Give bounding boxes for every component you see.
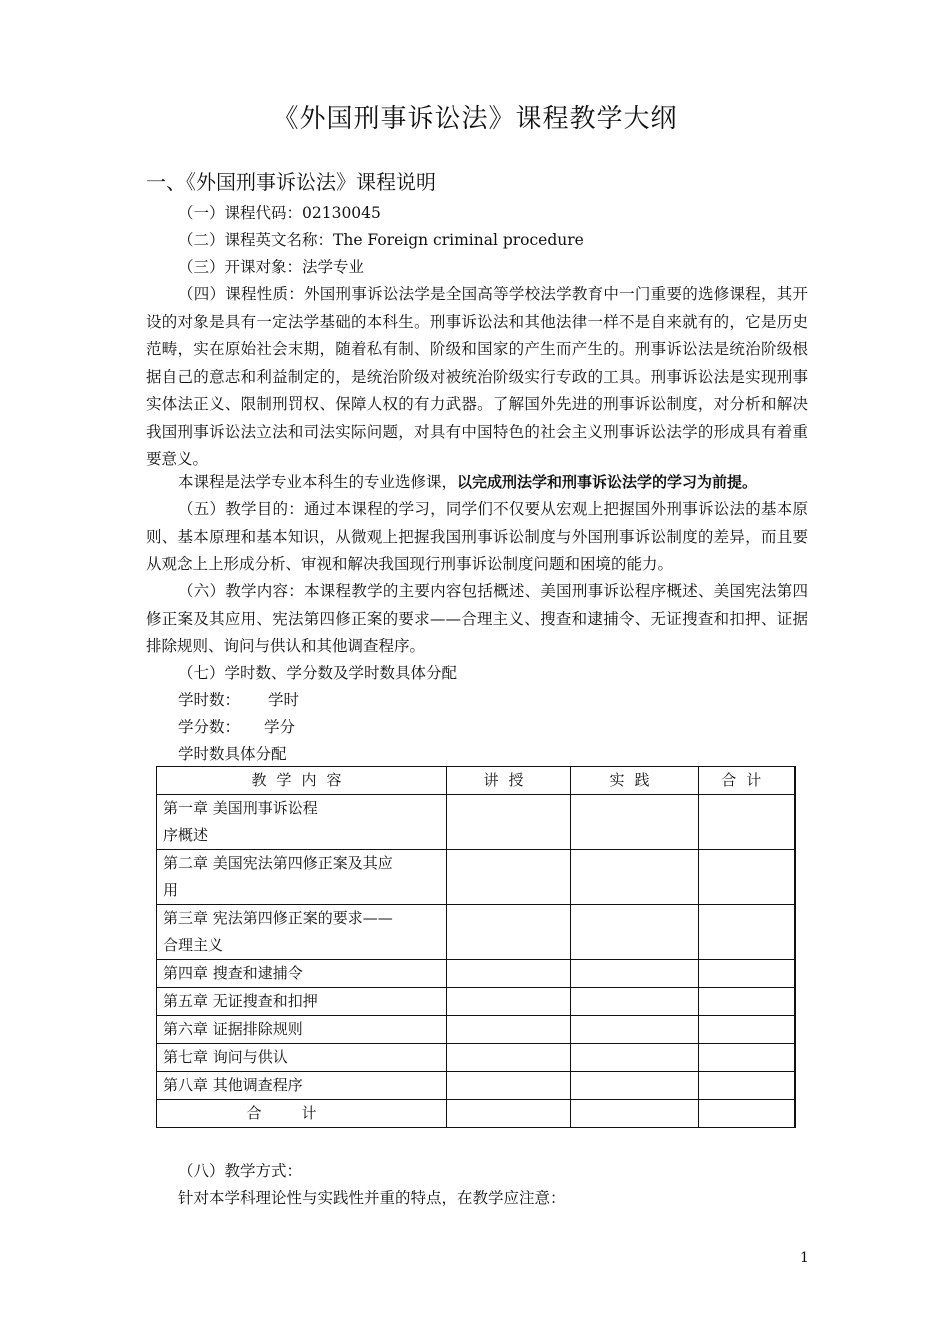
lecture-cell: [447, 1100, 571, 1128]
teaching-method-heading: （八）教学方式：: [178, 1162, 303, 1180]
total-cell: [699, 960, 795, 988]
chapter-line: 合理主义: [163, 936, 224, 954]
practice-cell: [571, 850, 699, 905]
chapter-cell: 第五章 无证搜查和扣押: [157, 988, 447, 1016]
lecture-cell: [447, 795, 571, 850]
page-title: 《外国刑事诉讼法》课程教学大纲: [272, 104, 678, 134]
credits-line: [178, 714, 295, 741]
chapter-cell: 第七章 询问与供认: [157, 1044, 447, 1072]
teaching-content-paragraph: （六）教学内容：本课程教学的主要内容包括概述、美国刑事诉讼程序概述、美国宪法第四修正案及其应用、宪法第四修正案的要求——合理主义、搜查和逮捕令、无证搜查和扣押、证据排除规则、询问与供认和其他调查程序。: [146, 582, 808, 655]
table-total-row: [157, 1100, 795, 1128]
chapter-line: 第三章 宪法第四修正案的要求——: [163, 909, 393, 927]
lecture-cell: [447, 850, 571, 905]
credits-unit: 学分: [264, 718, 296, 736]
total-cell: [699, 905, 795, 960]
prerequisite-text: 本课程是法学专业本科生的专业选修课，: [178, 473, 458, 491]
total-cell: [699, 1072, 795, 1100]
table-row: [157, 988, 795, 1016]
prerequisite-bold-text: 以完成刑法学和刑事诉讼法学的学习为前提。: [457, 473, 758, 491]
course-english-name: （二）课程英文名称：The Foreign criminal procedure: [178, 231, 584, 249]
table-row: [157, 850, 795, 905]
practice-cell: [571, 1044, 699, 1072]
course-audience: （三）开课对象：法学专业: [178, 258, 365, 276]
lecture-cell: [447, 1016, 571, 1044]
chapter-line: 序概述: [163, 826, 209, 844]
chapter-cell: [157, 795, 447, 850]
lecture-cell: [447, 1044, 571, 1072]
total-cell: [699, 1044, 795, 1072]
table-row: [157, 1044, 795, 1072]
lecture-cell: [447, 988, 571, 1016]
allocation-label: 学时数具体分配: [178, 745, 287, 763]
table-row: [157, 795, 795, 850]
table-row: [157, 960, 795, 988]
lecture-cell: [447, 905, 571, 960]
table-row: [157, 1072, 795, 1100]
chapter-cell: [157, 850, 447, 905]
hours-line: [178, 687, 299, 714]
hours-label: 学时数：: [178, 691, 241, 709]
chapter-cell: 第八章 其他调查程序: [157, 1072, 447, 1100]
chapter-line: 第一章 美国刑事诉讼程: [163, 799, 318, 817]
hours-heading: （七）学时数、学分数及学时数具体分配: [178, 664, 458, 682]
practice-cell: [571, 795, 699, 850]
header-content: 教学内容: [157, 767, 447, 795]
total-cell: [699, 795, 795, 850]
total-cell: [699, 1016, 795, 1044]
teaching-goal-paragraph: （五）教学目的：通过本课程的学习，同学们不仅要从宏观上把握国外刑事诉讼法的基本原则、基本原理和基本知识，从微观上把握我国刑事诉讼制度与外国刑事诉讼制度的差异，而且要从观念上上形成分析、审视和解决我国现行刑事诉讼制度问题和困境的能力。: [146, 500, 808, 573]
total-cell: [699, 1100, 795, 1128]
header-total: 合计: [699, 767, 795, 795]
prerequisite-paragraph: [146, 469, 808, 497]
chapter-cell: 第六章 证据排除规则: [157, 1016, 447, 1044]
total-cell: [699, 850, 795, 905]
practice-cell: [571, 988, 699, 1016]
chapter-cell: [157, 905, 447, 960]
total-cell: [699, 988, 795, 1016]
practice-cell: [571, 1100, 699, 1128]
chapter-line: 第二章 美国宪法第四修正案及其应: [163, 854, 393, 872]
course-code: （一）课程代码：02130045: [178, 204, 381, 222]
practice-cell: [571, 1016, 699, 1044]
chapter-line: 用: [163, 881, 179, 899]
hours-allocation-table: [156, 766, 796, 1128]
credits-label: 学分数：: [178, 718, 241, 736]
table-header-row: [157, 767, 795, 795]
lecture-cell: [447, 1072, 571, 1100]
header-lecture: 讲授: [447, 767, 571, 795]
hours-unit: 学时: [268, 691, 300, 709]
lecture-cell: [447, 960, 571, 988]
teaching-method-intro: 针对本学科理论性与实践性并重的特点，在教学应注意：: [178, 1189, 566, 1207]
practice-cell: [571, 1072, 699, 1100]
chapter-cell: 第四章 搜查和逮捕令: [157, 960, 447, 988]
header-practice: 实践: [571, 767, 699, 795]
table-row: [157, 1016, 795, 1044]
section-heading: 一、《外国刑事诉讼法》课程说明: [146, 170, 436, 194]
table-row: [157, 905, 795, 960]
course-nature-paragraph: （四）课程性质：外国刑事诉讼法学是全国高等学校法学教育中一门重要的选修课程，其开设的对象是具有一定法学基础的本科生。刑事诉讼法和其他法律一样不是自来就有的，它是历史范畴，实在原始社会末期，随着私有制、阶级和国家的产生而产生的。刑事诉讼法是统治阶级根据自己的意志和利益制定的，是统治阶级对被统治阶级实行专政的工具。刑事诉讼法是实现刑事实体法正义、限制刑罚权、保障人权的有力武器。了解国外先进的刑事诉讼制度，对分析和解决我国刑事诉讼法立法和司法实际问题，对具有中国特色的社会主义刑事诉讼法学的形成具有着重要意义。: [146, 285, 808, 468]
practice-cell: [571, 905, 699, 960]
page-number: 1: [800, 1250, 809, 1266]
practice-cell: [571, 960, 699, 988]
total-label: 合计: [157, 1100, 447, 1128]
